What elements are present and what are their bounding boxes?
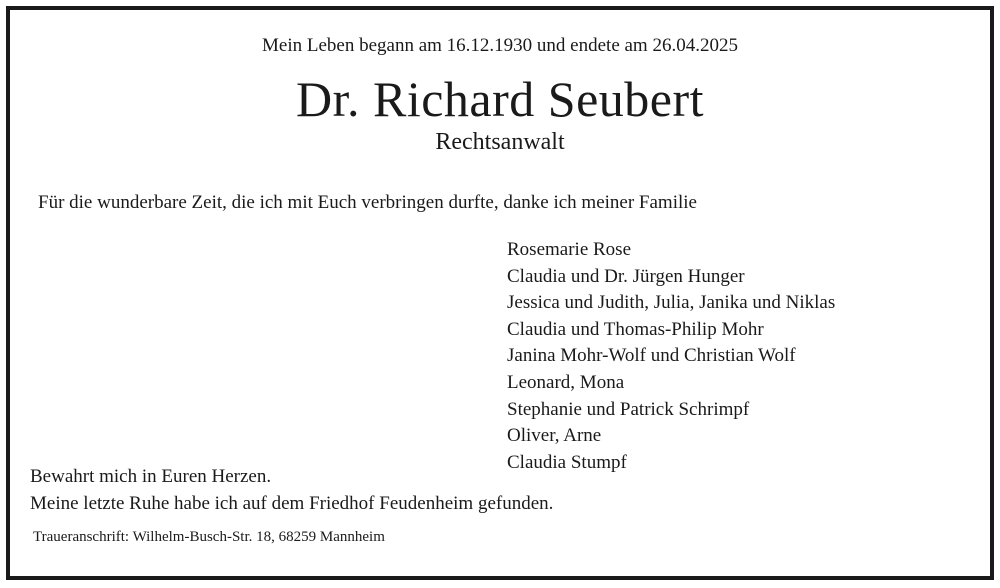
family-list	[507, 237, 835, 476]
profession: Rechtsanwalt	[435, 129, 565, 155]
closing-line: Bewahrt mich in Euren Herzen.	[30, 466, 272, 487]
family-member: Claudia und Thomas-Philip Mohr	[507, 318, 764, 340]
family-member: Janina Mohr-Wolf und Christian Wolf	[507, 345, 796, 367]
family-member: Oliver, Arne	[507, 425, 602, 447]
family-member: Jessica und Judith, Julia, Janika und Niklas	[507, 292, 836, 314]
thanks-line: Für die wunderbare Zeit, die ich mit Euch verbringen durfte, danke ich meiner Familie	[38, 192, 697, 213]
resting-place-line: Meine letzte Ruhe habe ich auf dem Friedhof Feudenheim gefunden.	[30, 493, 554, 514]
life-dates-line: Mein Leben begann am 16.12.1930 und endete am 26.04.2025	[262, 35, 738, 56]
family-member: Claudia Stumpf	[507, 451, 627, 473]
family-member: Claudia und Dr. Jürgen Hunger	[507, 265, 745, 287]
family-member: Leonard, Mona	[507, 371, 625, 393]
deceased-name: Dr. Richard Seubert	[295, 71, 704, 127]
family-member: Rosemarie Rose	[507, 239, 632, 260]
family-member: Stephanie und Patrick Schrimpf	[507, 398, 750, 420]
mourning-address: Traueranschrift: Wilhelm-Busch-Str. 18, 68259 Mannheim	[33, 529, 385, 545]
